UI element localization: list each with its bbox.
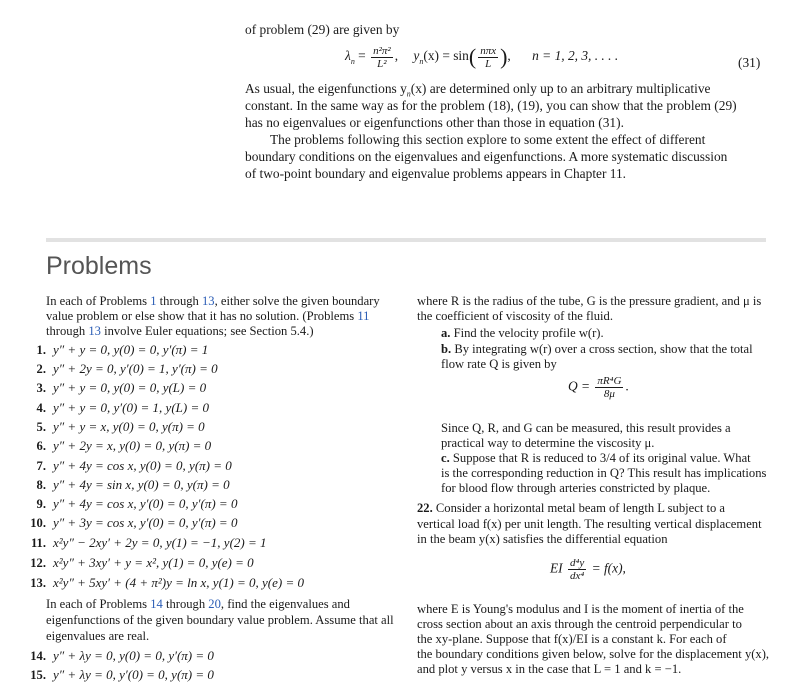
since-line1: Since Q, R, and G can be measured, this result provides a xyxy=(441,421,731,435)
lambda-sub: n xyxy=(350,56,355,66)
equation-Q: Q = $\frac{\text{πR⁴G}}{8\mu}$ . xyxy=(568,375,629,400)
problem-item xyxy=(24,496,237,512)
eqQ-num: πR⁴G xyxy=(597,375,622,387)
problem-number: 6. xyxy=(36,439,46,453)
frac-den: L² xyxy=(377,57,387,70)
right-line2: the coefficient of viscosity of the fluid. xyxy=(417,309,613,323)
problem-equation: y″ + 4y = cos x, y(0) = 0, y(π) = 0 xyxy=(53,458,232,473)
problems-heading: Problems xyxy=(46,252,152,280)
eqEI-den: dx⁴ xyxy=(570,570,585,582)
sin-den: L xyxy=(485,57,492,70)
left-intro3-a: through xyxy=(46,324,89,338)
link-problem-11[interactable]: 11 xyxy=(357,309,370,323)
problem-item xyxy=(24,458,232,474)
part-a xyxy=(441,326,604,341)
part-c xyxy=(441,451,751,466)
problem-equation: y″ + λy = 0, y(0) = 0, y′(π) = 0 xyxy=(53,648,214,663)
left-intro3-b: involve Euler equations; see Section 5.4.) xyxy=(100,324,314,338)
para2-line3: of two-point boundary and eigenvalue problems appears in Chapter 11. xyxy=(245,166,627,181)
part-b-text2: flow rate Q is given by xyxy=(441,357,557,371)
problem-22 xyxy=(417,501,725,516)
problem-number: 5. xyxy=(36,420,46,434)
problem-number: 4. xyxy=(36,401,46,415)
equation-31: $\lambda_n$ = $\frac{\text{n²π²}}{\text{L²}}$ , $y_n(x) = \sin$( $\frac{\text{nπx}}{L}$ ), n = 1, 2, 3, . . . . xyxy=(345,44,619,70)
eqQ-lhs: Q = xyxy=(568,378,591,394)
para1-line3: has no eigenvalues or eigenfunctions other than those in equation (31). xyxy=(245,115,624,130)
sin-fraction xyxy=(478,45,498,70)
left-intro-line2 xyxy=(46,309,369,324)
problem-item xyxy=(24,575,304,591)
problem-item xyxy=(24,648,214,664)
lambda: λ xyxy=(345,48,351,64)
left-intro4-a: In each of Problems xyxy=(46,597,151,611)
eqQ-fraction xyxy=(595,375,623,400)
problem-item xyxy=(24,438,211,454)
problem-equation: y″ + 4y = cos x, y′(0) = 0, y′(π) = 0 xyxy=(53,496,238,511)
para2-line2: boundary conditions on the eigenvalues and eigenfunctions. A more systematic discussion xyxy=(245,149,728,164)
eigenfunction-sub: n xyxy=(419,56,424,66)
problem-item xyxy=(24,400,209,416)
para1-line1 xyxy=(245,81,710,99)
eqEI-rhs: = f(x), xyxy=(591,560,626,576)
link-problem-20[interactable]: 20 xyxy=(208,597,221,611)
left-intro4-b: through xyxy=(162,597,209,611)
problem-item xyxy=(24,515,237,531)
part-c-text2: is the corresponding reduction in Q? This result has implications xyxy=(441,466,767,480)
problem-number: 11. xyxy=(30,536,46,550)
right-line1: where R is the radius of the tube, G is the pressure gradient, and μ is xyxy=(417,294,762,308)
problem-number: 15. xyxy=(30,668,46,682)
left-intro1-c: , either solve the given boundary xyxy=(214,294,380,308)
since-line2: practical way to determine the viscosity μ. xyxy=(441,436,655,450)
part-a-label: a. xyxy=(441,326,451,340)
problem-number: 9. xyxy=(36,497,46,511)
problem-number: 7. xyxy=(36,459,46,473)
link-problem-13[interactable]: 13 xyxy=(202,294,215,308)
problem-equation: y″ + y = 0, y(0) = 0, y′(π) = 1 xyxy=(53,342,209,357)
left-intro4-c: , find the eigenvalues and xyxy=(220,597,350,611)
link-problem-14[interactable]: 14 xyxy=(150,597,163,611)
para1-line1-text: As usual, the eigenfunctions y xyxy=(245,81,407,96)
problem-equation: x²y″ + 3xy′ + y = x², y(1) = 0, y(e) = 0 xyxy=(53,555,254,570)
link-problem-13b[interactable]: 13 xyxy=(88,324,101,338)
top-intro: of problem (29) are given by xyxy=(245,22,400,37)
problem-22-text1: Consider a horizontal metal beam of length L subject to a xyxy=(435,501,726,515)
problem-number: 3. xyxy=(36,381,46,395)
problem-item xyxy=(24,380,206,396)
problem-number: 2. xyxy=(36,362,46,376)
eigenfunction-y: y xyxy=(413,48,420,64)
problem-equation: y″ + λy = 0, y′(0) = 0, y(π) = 0 xyxy=(53,667,214,682)
problem-item xyxy=(24,361,218,377)
problem-item xyxy=(24,477,230,493)
part-c-text1: Suppose that R is reduced to 3/4 of its original value. What xyxy=(452,451,751,465)
para1-line2: constant. In the same way as for the problem (18), (19), you can show that the problem (29) xyxy=(245,98,737,113)
equation-tag: (31) xyxy=(738,55,761,70)
eqQ-den: 8μ xyxy=(603,388,615,400)
para2-line1: The problems following this section explore to some extent the effect of different xyxy=(270,132,706,147)
part-b-text1: By integrating w(r) over a cross section, show that the total xyxy=(454,342,753,356)
para1-line1-rest: (x) are determined only up to an arbitrary multiplicative xyxy=(410,81,711,96)
problem-equation: y″ + 2y = x, y(0) = 0, y(π) = 0 xyxy=(53,438,212,453)
problem-22-text3: in the beam y(x) satisfies the differential equation xyxy=(417,532,668,546)
problem-number: 8. xyxy=(36,478,46,492)
left-intro1-a: In each of Problems xyxy=(46,294,151,308)
where-line4: the boundary conditions given below, solve for the displacement y(x), xyxy=(417,647,770,661)
eqEI-lhs: EI xyxy=(550,560,563,576)
part-a-text: Find the velocity profile w(r). xyxy=(453,326,604,340)
part-c-text3: for blood flow through arteries constricted by plaque. xyxy=(441,481,711,495)
sin-num: nπx xyxy=(480,44,497,57)
left-intro2-a: value problem or else show that it has no solution. (Problems xyxy=(46,309,358,323)
problem-equation: y″ + 3y = cos x, y′(0) = 0, y′(π) = 0 xyxy=(53,515,238,530)
eigenfunction-rest: (x) = sin xyxy=(423,48,469,64)
where-line5: and plot y versus x in the case that L = 1 and k = −1. xyxy=(417,662,682,676)
problem-number: 10. xyxy=(30,516,46,530)
problem-equation: y″ + 4y = sin x, y(0) = 0, y(π) = 0 xyxy=(53,477,230,492)
left-intro-line1 xyxy=(46,294,380,309)
problem-item xyxy=(24,667,214,683)
part-b xyxy=(441,342,753,357)
part-b-label: b. xyxy=(441,342,452,356)
where-line1: where E is Young's modulus and I is the moment of inertia of the xyxy=(417,602,744,616)
n-range: n = 1, 2, 3, . . . . xyxy=(532,48,619,64)
part-c-label: c. xyxy=(441,451,450,465)
problem-equation: y″ + y = 0, y(0) = 0, y(L) = 0 xyxy=(53,380,207,395)
where-line2: cross section about an axis through the centroid perpendicular to xyxy=(417,617,742,631)
problem-equation: x²y″ − 2xy′ + 2y = 0, y(1) = −1, y(2) = 1 xyxy=(53,535,267,550)
left-intro-line3 xyxy=(46,324,314,339)
problem-number: 1. xyxy=(36,343,46,357)
problem-item xyxy=(24,535,267,551)
left-intro-line6: eigenvalues are real. xyxy=(46,629,150,643)
eqEI-num: d⁴y xyxy=(570,557,585,569)
eigenvalue-fraction xyxy=(371,45,393,70)
left-intro1-b: through xyxy=(156,294,202,308)
problem-22-number: 22. xyxy=(417,501,433,515)
left-intro-line4 xyxy=(46,597,350,612)
where-line3: the xy-plane. Suppose that f(x)/EI is a constant k. For each of xyxy=(417,632,727,646)
problem-22-text2: vertical load f(x) per unit length. The resulting vertical displacement xyxy=(417,517,762,531)
problem-item xyxy=(24,342,208,358)
para1-sub: n xyxy=(406,89,411,99)
problem-number: 13. xyxy=(30,576,46,590)
link-problem-1[interactable]: 1 xyxy=(150,294,157,308)
problem-item xyxy=(24,419,205,435)
left-intro-line5: eigenfunctions of the given boundary value problem. Assume that all xyxy=(46,613,394,627)
problem-number: 12. xyxy=(30,556,46,570)
equation-EI xyxy=(550,557,626,582)
problem-item xyxy=(24,555,254,571)
eqEI-fraction xyxy=(568,557,586,582)
problem-equation: y″ + y = 0, y′(0) = 1, y(L) = 0 xyxy=(53,400,209,415)
problem-equation: y″ + 2y = 0, y′(0) = 1, y′(π) = 0 xyxy=(53,361,218,376)
frac-num: n²π² xyxy=(373,44,391,57)
problem-equation: y″ + y = x, y(0) = 0, y(π) = 0 xyxy=(53,419,205,434)
problem-number: 14. xyxy=(30,649,46,663)
section-divider xyxy=(46,238,766,242)
problem-equation: x²y″ + 5xy′ + (4 + π²)y = ln x, y(1) = 0, y(e) = 0 xyxy=(53,575,304,590)
